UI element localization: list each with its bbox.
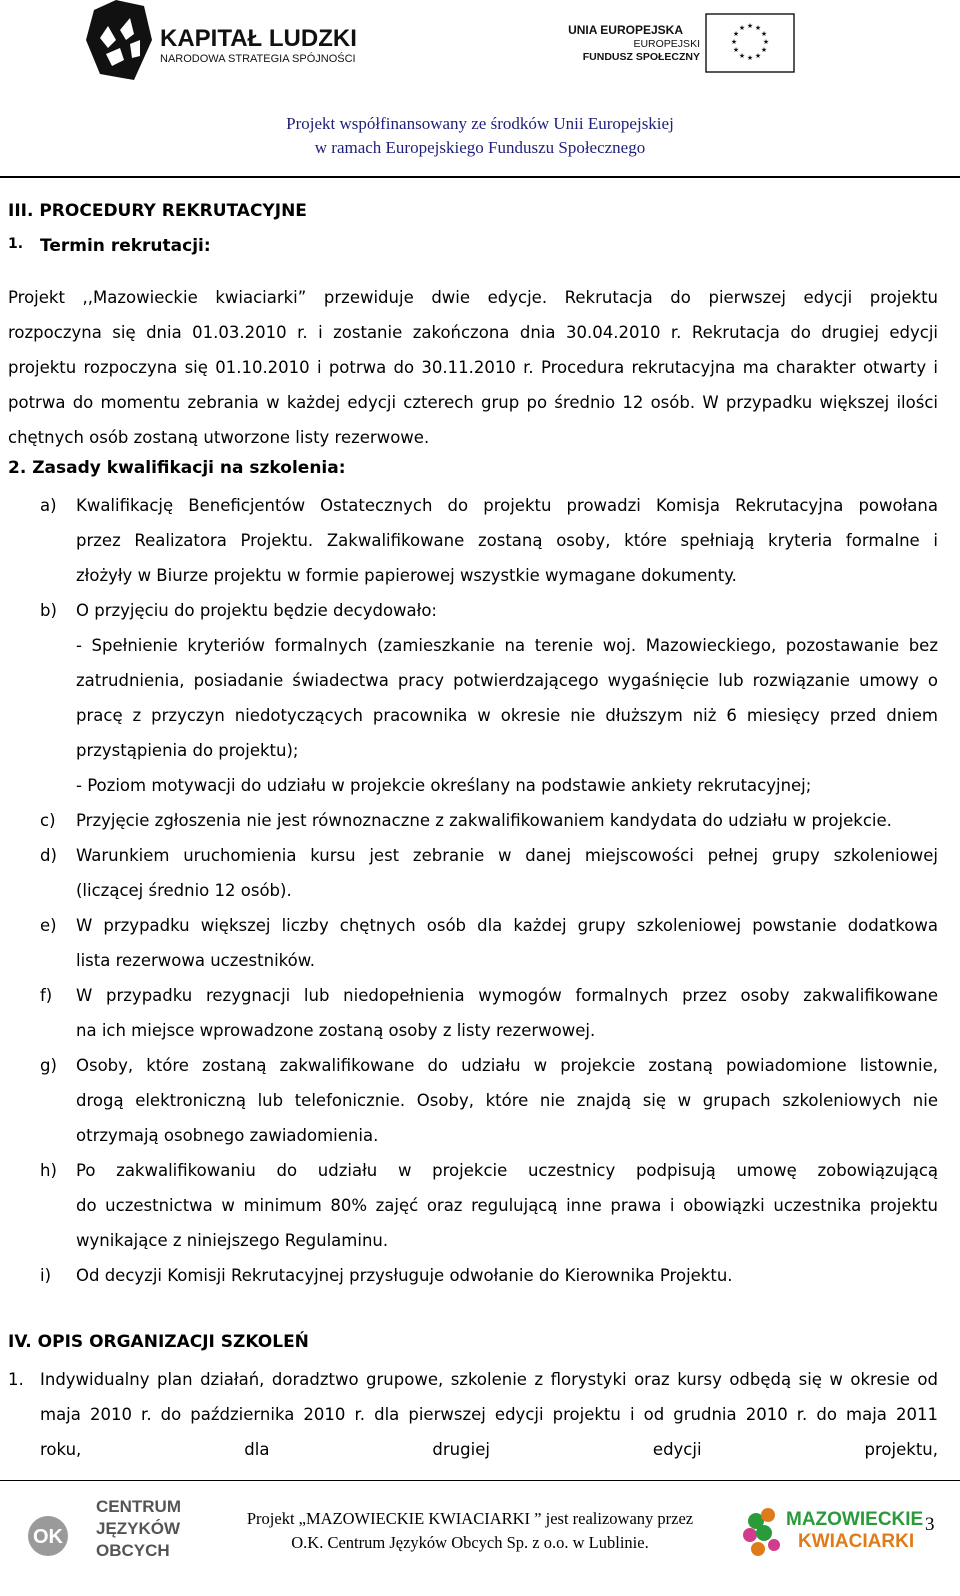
svg-text:★: ★ [738,52,746,60]
subsection-1-title: Termin rekrutacji: [40,236,211,256]
section-3-title: III. PROCEDURY REKRUTACYJNE [8,201,307,221]
svg-text:★: ★ [754,24,762,32]
footer-line-1: Projekt „MAZOWIECKIE KWIACIARKI ” jest realizowany przez [246,1509,694,1528]
subsection-2-title: 2. Zasady kwalifikacji na szkolenia: [8,458,346,478]
list-item [8,593,938,803]
svg-text:★: ★ [746,54,754,62]
list-item [8,1153,938,1258]
svg-text:★: ★ [760,30,768,38]
list-item-line: złożyły w Biurze projektu w formie papierowej wszystkie wymagane dokumenty. [76,566,737,585]
list-item-line: lista rezerwowa uczestników. [76,951,315,970]
list-item-line: przez Realizatora Projektu. Zakwalifikowane zostaną osoby, które spełniają kryteria formalne i [76,531,938,550]
list-item-line: do uczestnictwa w minimum 80% zajęć oraz regulującą inne prawa i obowiązki uczestnika projektu [76,1196,938,1215]
list-item-line: pracę z przyczyn niedotyczących pracownika w okresie nie dłuższym niż 6 miesięcy przed dniem [76,706,938,725]
list-item-line: roku, dla drugiej edycji projektu, [40,1440,938,1459]
paragraph-line: Projekt ,,Mazowieckie kwiaciarki” przewiduje dwie edycje. Rekrutacja do pierwszej edycji projektu [8,288,938,307]
section-4-title: IV. OPIS ORGANIZACJI SZKOLEŃ [8,1332,309,1352]
list-item-label: a) [40,496,57,515]
paragraph-line: projektu rozpoczyna się 01.10.2010 i potrwa do 30.11.2010 r. Procedura rekrutacyjna ma charakter otwarty i [8,358,938,377]
mazowieckie-kwiaciarki-logo [736,1495,924,1565]
list-item-line: maja 2010 r. do października 2010 r. dla pierwszej edycji projektu i od grudnia 2010 r. do maja 2011 [40,1405,938,1424]
list-item-label: i) [40,1266,52,1285]
cofin-line-2: w ramach Europejskiego Funduszu Społecznego [314,138,646,157]
svg-text:OK: OK [33,1526,63,1548]
paragraph-line: potrwa do momentu zebrania w każdej edycji czterech grup po średnio 12 osób. W przypadku większej ilości [8,393,938,412]
list-item-label: 1. [8,1370,24,1389]
svg-text:★: ★ [730,38,738,46]
paragraph-line: chętnych osób zostaną utworzone listy rezerwowe. [8,428,430,447]
list-item [8,978,938,1048]
list-item [8,1362,938,1467]
cofin-line-1: Projekt współfinansowany ze środków Unii Europejskiej [286,114,674,133]
list-item-label: c) [40,811,56,830]
list-item-line: Kwalifikację Beneficjentów Ostatecznych do projektu prowadzi Komisja Rekrutacyjna powołana [76,496,938,515]
list-item-line: Przyjęcie zgłoszenia nie jest równoznaczne z zakwalifikowaniem kandydata do udziału w projekcie. [76,811,892,830]
kl-title: KAPITAŁ LUDZKI [160,25,357,52]
svg-text:UNIA EUROPEJSKA: UNIA EUROPEJSKA [568,23,683,37]
list-item-line: przystąpienia do projektu); [76,741,299,760]
list-item [8,488,938,593]
svg-text:★: ★ [732,46,740,54]
kapital-ludzki-logo [86,0,366,90]
eu-logo [568,10,810,75]
list-item-line: O przyjęciu do projektu będzie decydowało: [76,601,437,620]
list-item-line: Po zakwalifikowaniu do udziału w projekcie uczestnicy podpisują umowę zobowiązującą [76,1161,938,1180]
footer-line-2: O.K. Centrum Języków Obcych Sp. z o.o. w Lublinie. [291,1533,649,1552]
page-number: 3 [925,1514,935,1535]
paragraph-line: rozpoczyna się dnia 01.03.2010 r. i zostanie zakończona dnia 30.04.2010 r. Rekrutacja do drugiej edycji [8,323,938,342]
svg-text:JĘZYKÓW: JĘZYKÓW [96,1519,181,1538]
kl-subtitle: NARODOWA STRATEGIA SPÓJNOŚCI [160,53,356,65]
svg-text:★: ★ [760,46,768,54]
recruitment-term-paragraph [8,280,938,455]
svg-text:★: ★ [738,24,746,32]
list-item-line: otrzymają osobnego zawiadomienia. [76,1126,379,1145]
list-item [8,1048,938,1153]
list-item [8,803,938,838]
list-item [8,838,938,908]
list-item-line: Osoby, które zostaną zakwalifikowane do udziału w projekcie zostaną powiadomione listownie, [76,1056,938,1075]
list-item-line: - Spełnienie kryteriów formalnych (zamieszkanie na terenie woj. Mazowieckiego, pozostawanie bez [76,636,938,655]
list-item-label: d) [40,846,57,865]
svg-text:CENTRUM: CENTRUM [96,1497,181,1516]
svg-text:EUROPEJSKI: EUROPEJSKI [633,38,700,50]
cofinancing-note [220,112,740,160]
list-item-line: W przypadku rezygnacji lub niedopełnienia wymogów formalnych przez osoby zakwalifikowane [76,986,938,1005]
svg-text:★: ★ [746,22,754,30]
list-item-line: - Poziom motywacji do udziału w projekcie określany na podstawie ankiety rekrutacyjnej; [76,776,812,795]
svg-text:★: ★ [754,52,762,60]
list-item-label: h) [40,1161,57,1180]
list-item-label: e) [40,916,57,935]
footer-note [210,1507,730,1555]
subsection-1-number: 1. [8,236,24,252]
list-item [8,1258,938,1293]
list-item-label: b) [40,601,57,620]
svg-text:★: ★ [762,38,770,46]
list-item-line: wynikające z niniejszego Regulaminu. [76,1231,389,1250]
list-item-line: zatrudnienia, posiadanie świadectwa pracy potwierdzającego wygaśnięcie lub rozwiązanie umowy o [76,671,938,690]
list-item-line: W przypadku większej liczby chętnych osób dla każdej grupy szkoleniowej powstanie dodatkowa [76,916,938,935]
svg-text:OBCYCH: OBCYCH [96,1541,170,1560]
svg-text:MAZOWIECKIE: MAZOWIECKIE [786,1509,924,1530]
list-item-line: Od decyzji Komisji Rekrutacyjnej przysługuje odwołanie do Kierownika Projektu. [76,1266,733,1285]
list-item-line: na ich miejsce wprowadzone zostaną osoby z listy rezerwowej. [76,1021,596,1040]
qualification-rules-list [8,488,938,1293]
footer-divider [0,1480,960,1481]
list-item [8,908,938,978]
list-item-line: drogą elektroniczną lub telefonicznie. Osoby, które nie znajdą się w grupach szkoleniowych nie [76,1091,938,1110]
list-item-label: f) [40,986,53,1005]
header-divider [0,176,960,178]
svg-text:FUNDUSZ SPOŁECZNY: FUNDUSZ SPOŁECZNY [582,51,700,63]
list-item-line: Indywidualny plan działań, doradztwo grupowe, szkolenie z florystyki oraz kursy odbędą się w okresie od [40,1370,938,1389]
list-item-line: Warunkiem uruchomienia kursu jest zebranie w danej miejscowości pełnej grupy szkoleniowej [76,846,938,865]
svg-text:KWIACIARKI: KWIACIARKI [798,1531,915,1552]
centrum-jezykow-obcych-logo [20,1490,180,1564]
list-item-line: (liczącej średnio 12 osób). [76,881,292,900]
svg-text:★: ★ [732,30,740,38]
list-item-label: g) [40,1056,57,1075]
